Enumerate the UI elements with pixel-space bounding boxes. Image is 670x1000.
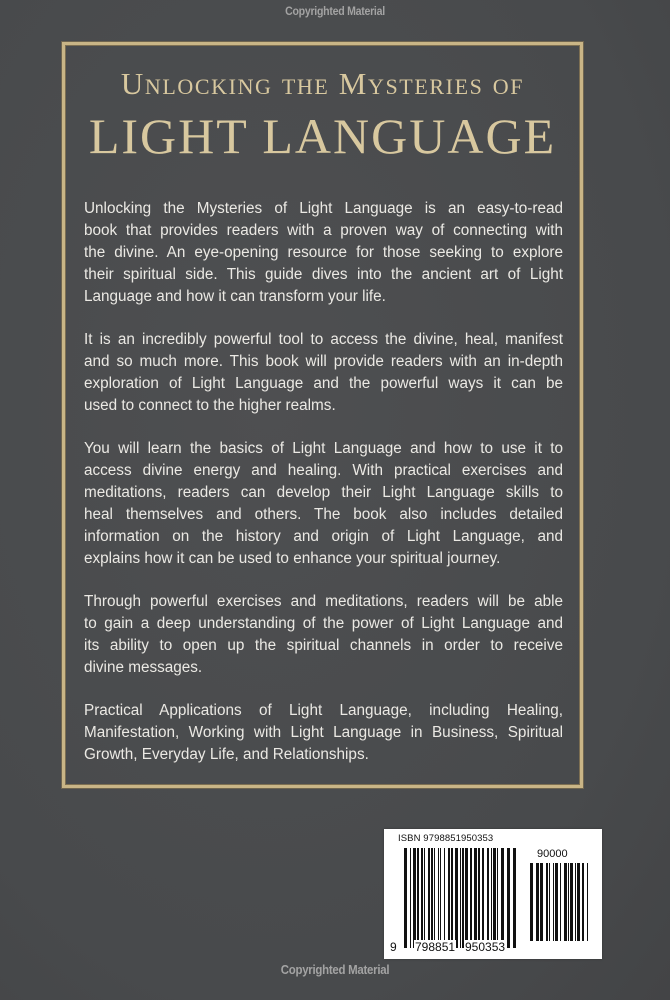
paragraph bbox=[84, 591, 563, 679]
barcode-bar bbox=[487, 848, 489, 948]
barcode-bar bbox=[587, 863, 588, 941]
text-line: their spiritual side. This guide dives into the ancient art of Light bbox=[84, 266, 563, 283]
barcode-digits-left: 798851 bbox=[415, 940, 456, 954]
paragraph bbox=[84, 198, 563, 308]
barcode-bar bbox=[497, 848, 498, 948]
barcode-bar bbox=[438, 848, 439, 948]
isbn-barcode bbox=[384, 829, 602, 959]
isbn-label: ISBN 9798851950353 bbox=[398, 833, 494, 844]
barcode-digits-right: 950353 bbox=[465, 940, 506, 954]
barcode-bar bbox=[553, 863, 554, 941]
barcode-bar bbox=[474, 848, 477, 948]
text-line: the divine. An eye-opening resource for those seeking to explore bbox=[84, 244, 563, 261]
barcode-bar bbox=[478, 848, 480, 948]
text-line: Through powerful exercises and meditations, readers will be able bbox=[84, 593, 563, 610]
barcode-bar bbox=[570, 863, 573, 941]
barcode-bar bbox=[501, 848, 504, 948]
text-line: You will learn the basics of Light Language and how to use it to bbox=[84, 440, 563, 457]
barcode-bars bbox=[404, 848, 518, 948]
barcode-bar bbox=[549, 863, 550, 941]
paragraph bbox=[84, 329, 563, 417]
barcode-bar bbox=[424, 848, 425, 948]
description bbox=[84, 198, 563, 787]
title-line-1: Unlocking the Mysteries of bbox=[120, 66, 525, 101]
barcode-bar bbox=[493, 848, 496, 948]
barcode-bar bbox=[410, 848, 411, 948]
barcode-bar bbox=[577, 863, 580, 941]
text-line: to gain a deep understanding of the power of Light Language and bbox=[84, 615, 563, 632]
barcode-bar bbox=[421, 848, 423, 948]
text-line: access divine energy and healing. With practical exercises and bbox=[84, 462, 563, 479]
barcode-bar bbox=[513, 848, 516, 948]
barcode-bar bbox=[448, 848, 450, 948]
text-line: exploration of Light Language and the powerful ways it can be bbox=[84, 375, 563, 392]
text-line: divine messages. bbox=[84, 659, 203, 676]
text-line: used to connect to the higher realms. bbox=[84, 397, 336, 414]
barcode-bar bbox=[455, 848, 458, 948]
barcode-bar bbox=[546, 863, 548, 941]
paragraph bbox=[84, 700, 563, 766]
barcode-bar bbox=[568, 863, 569, 941]
text-line: and so much more. This book will provide readers with an in-depth bbox=[84, 353, 563, 370]
copyright-watermark-bottom: Copyrighted Material bbox=[280, 962, 390, 977]
barcode-bar bbox=[451, 848, 453, 948]
text-line: heal themselves and others. The book also includes detailed bbox=[84, 506, 563, 523]
text-line: information on the history and origin of Light Language, and bbox=[84, 528, 563, 545]
text-line: Manifestation, Working with Light Language in Business, Spiritual bbox=[84, 724, 563, 741]
barcode-bar bbox=[434, 848, 435, 948]
barcode-bar bbox=[444, 848, 445, 948]
barcode-addon-number: 90000 bbox=[537, 848, 568, 860]
text-line: Growth, Everyday Life, and Relationships. bbox=[84, 746, 369, 763]
text-line: meditations, readers can develop their Light Language skills to bbox=[84, 484, 563, 501]
barcode-bar bbox=[482, 848, 484, 948]
barcode-bar bbox=[417, 848, 419, 948]
barcode-bar bbox=[491, 848, 492, 948]
text-line: It is an incredibly powerful tool to access the divine, heal, manifest bbox=[84, 331, 563, 348]
barcode-bar bbox=[507, 848, 510, 948]
barcode-bar bbox=[540, 863, 543, 941]
barcode-bar bbox=[470, 848, 472, 948]
text-line: Practical Applications of Light Language, including Healing, bbox=[84, 702, 563, 719]
text-line: Language and how it can transform your life. bbox=[84, 288, 386, 305]
barcode-bar bbox=[564, 863, 567, 941]
barcode-digit-first: 9 bbox=[390, 940, 397, 954]
text-line: explains how it can be used to enhance your spiritual journey. bbox=[84, 550, 501, 567]
paragraph bbox=[84, 438, 563, 570]
barcode-bar bbox=[462, 848, 464, 948]
barcode-bar bbox=[404, 848, 407, 948]
barcode-bar bbox=[582, 863, 584, 941]
barcode-bar bbox=[413, 848, 416, 948]
barcode-bar bbox=[460, 848, 461, 948]
barcode-bar bbox=[440, 848, 441, 948]
barcode-bar bbox=[560, 863, 561, 941]
addon-barcode-bars bbox=[530, 863, 588, 941]
title-line-2: LIGHT LANGUAGE bbox=[88, 108, 557, 164]
barcode-bar bbox=[428, 848, 430, 948]
barcode-bar bbox=[575, 863, 576, 941]
barcode-bar bbox=[555, 863, 558, 941]
text-line: book that provides readers with a proven way of connecting with bbox=[84, 222, 563, 239]
barcode-bar bbox=[530, 863, 533, 941]
barcode-bar bbox=[536, 863, 539, 941]
text-line: its ability to open up the spiritual channels in order to receive bbox=[84, 637, 563, 654]
copyright-watermark-top: Copyrighted Material bbox=[285, 4, 385, 18]
barcode-bar bbox=[431, 848, 433, 948]
barcode-bar bbox=[465, 848, 468, 948]
text-line: Unlocking the Mysteries of Light Language is an easy-to-read bbox=[84, 200, 563, 217]
